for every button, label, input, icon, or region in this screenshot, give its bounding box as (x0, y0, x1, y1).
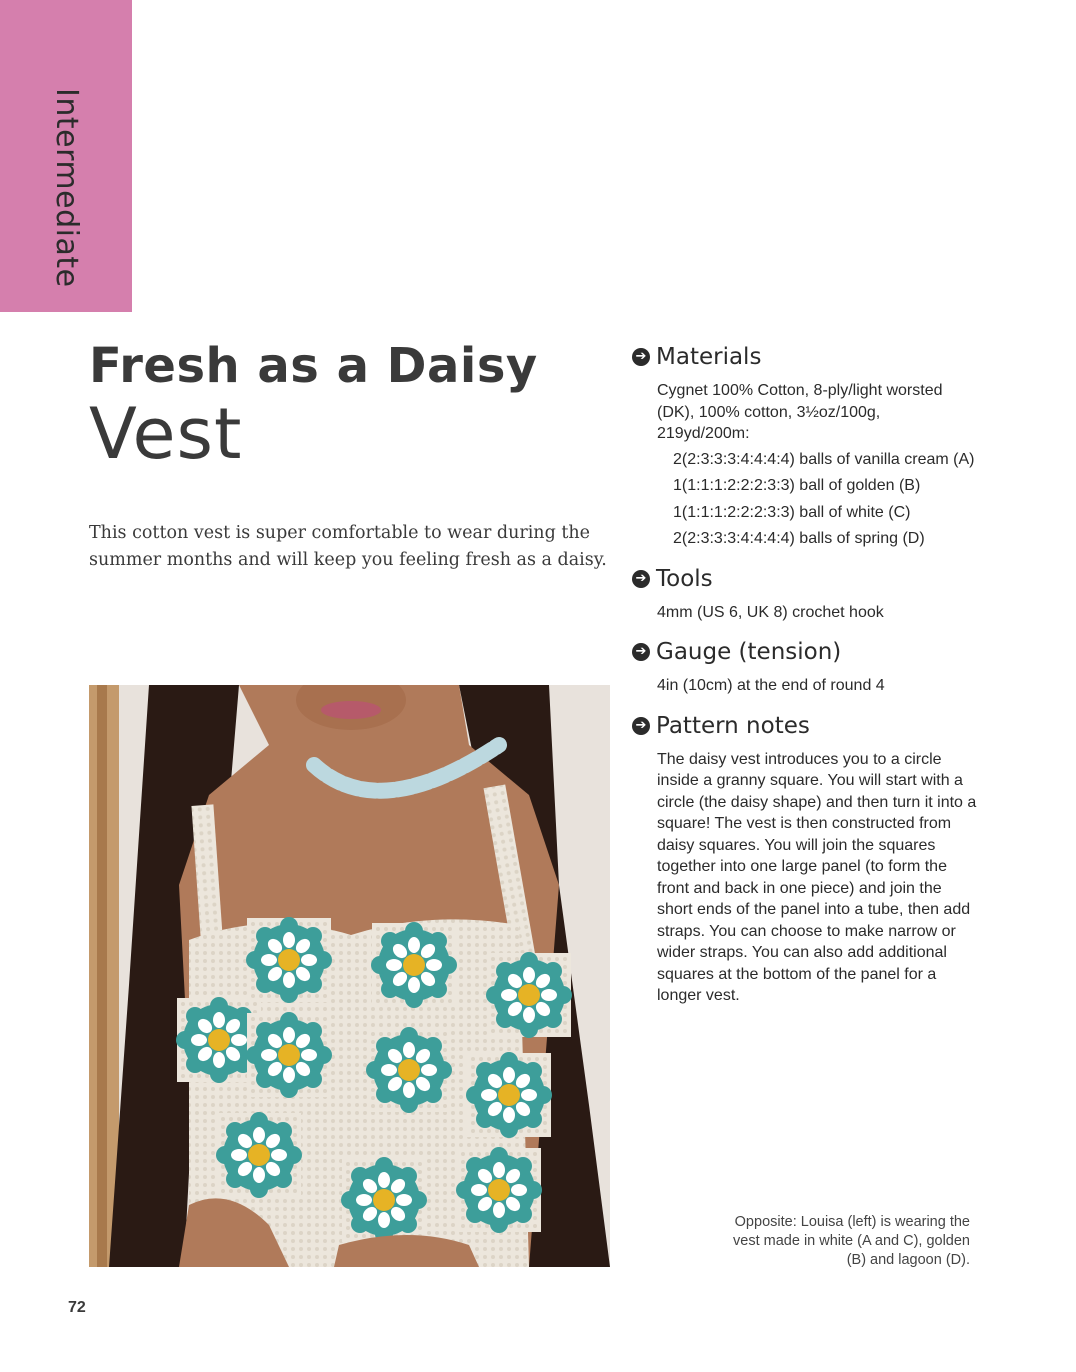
materials-list (673, 449, 977, 550)
pattern-info-column (632, 344, 977, 1023)
model-photo (89, 685, 610, 1267)
list-item: 2(2:3:3:3:4:4:4:4) balls of vanilla cream (A) (673, 450, 975, 468)
list-item: 1(1:1:1:2:2:2:3:3) ball of golden (B) (673, 477, 921, 494)
list-item: 2(2:3:3:3:4:4:4:4) balls of spring (D) (673, 530, 925, 547)
page-number: 72 (68, 1299, 86, 1316)
list-item: 1(1:1:1:2:2:2:3:3) ball of white (C) (673, 503, 911, 521)
tools-section (632, 566, 977, 624)
notes-text: The daisy vest introduces you to a circle inside a granny square. You will start with a circle (the daisy shape) and then turn it into a square! The vest is then constructed from daisy squares. You will join the squares together into one large panel (to form the front and back in one piece) and join the short ends of the panel into a tube, then add straps. You can choose to make narrow or wider straps. You can also add additional squares at the bottom of the panel for a longer vest. (657, 750, 977, 1004)
crochet-vest-photo-illustration (89, 685, 610, 1267)
materials-yarn: Cygnet 100% Cotton, 8-ply/light worsted (DK), 100% cotton, 3½oz/100g, 219yd/200m: (657, 382, 943, 442)
arrow-right-icon: ➔ (632, 643, 650, 661)
arrow-right-icon: ➔ (632, 570, 650, 588)
title-line-1: Fresh as a Daisy (89, 338, 538, 394)
gauge-text: 4in (10cm) at the end of round 4 (657, 677, 885, 694)
notes-heading: Pattern notes (656, 712, 810, 739)
gauge-section (632, 639, 977, 697)
gauge-heading: Gauge (tension) (656, 639, 842, 665)
level-tab (0, 0, 132, 312)
tools-heading: Tools (656, 565, 713, 592)
photo-caption: Opposite: Louisa (left) is wearing the vest made in white (A and C), golden (B) and lagoon (D). (733, 1214, 970, 1268)
title-line-2: Vest (89, 393, 243, 475)
intro-paragraph: This cotton vest is super comfortable to wear during the summer months and will keep you feeling fresh as a daisy. (89, 523, 607, 570)
arrow-right-icon: ➔ (632, 348, 650, 366)
materials-heading: Materials (656, 344, 762, 370)
materials-section (632, 344, 977, 550)
arrow-right-icon: ➔ (632, 717, 650, 735)
tools-text: 4mm (US 6, UK 8) crochet hook (657, 603, 884, 621)
notes-section (632, 713, 977, 1007)
level-label: Intermediate (49, 88, 84, 288)
